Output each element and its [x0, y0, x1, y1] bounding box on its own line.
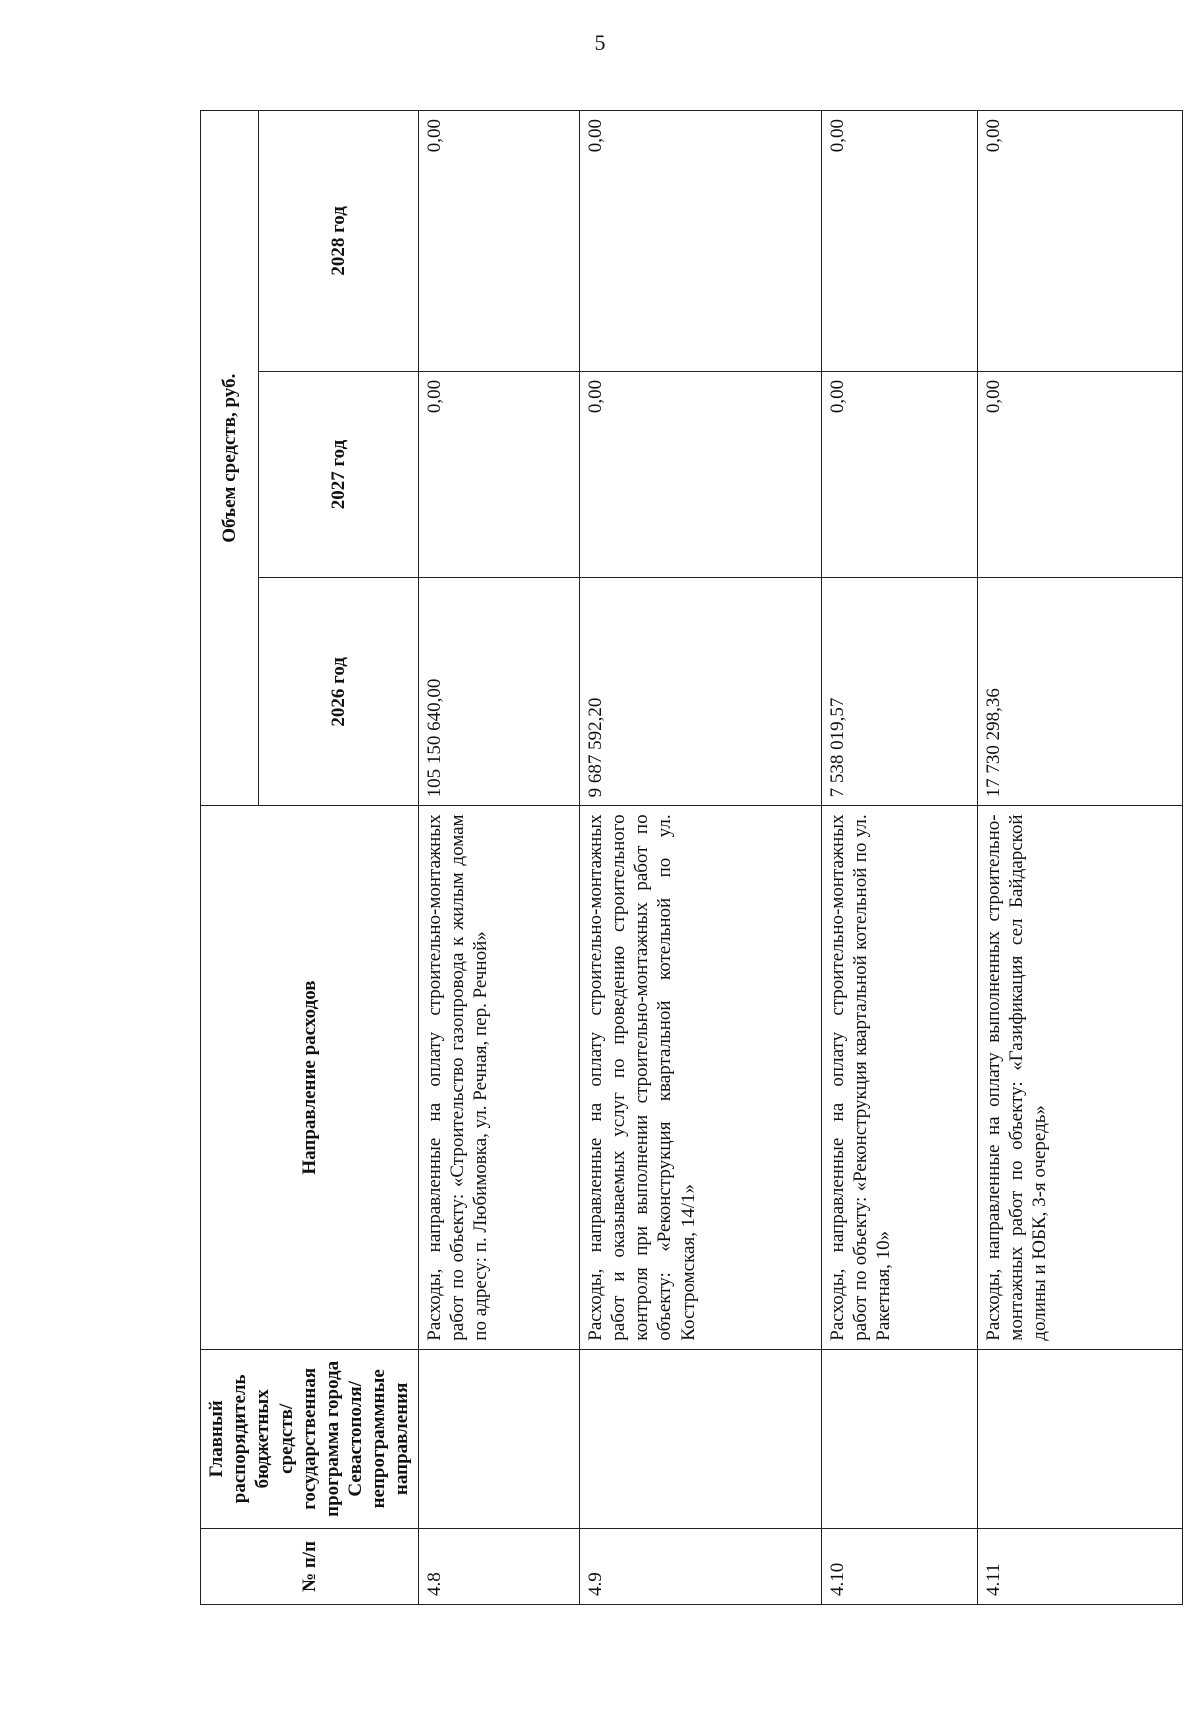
row-num: 4.10: [822, 1528, 978, 1604]
row-direction: Расходы, направленные на оплату строительно-монтажных работ и оказываемых услуг по проведению строительного контроля при выполнении строительно-монтажных работ по объекту: «Реконструкция квартальной котельной по ул. Костромская, 14/1»: [579, 806, 821, 1349]
table-row: [579, 111, 821, 1605]
header-num: № п/п: [201, 1528, 419, 1604]
header-direction: Направление расходов: [201, 806, 419, 1349]
row-direction: Расходы, направленные на оплату строительно-монтажных работ по объекту: «Строительство газопровода к жилым домам по адресу: п. Любимовка, ул. Речная, пер. Речной»: [418, 806, 579, 1349]
table-row: [418, 111, 579, 1605]
table-row: [822, 111, 978, 1605]
header-year-2026: 2026 год: [259, 578, 419, 806]
row-2027: 0,00: [579, 371, 821, 577]
header-year-2028: 2028 год: [259, 111, 419, 372]
row-2026: 105 150 640,00: [418, 578, 579, 806]
row-2028: 0,00: [418, 111, 579, 372]
row-direction: Расходы, направленные на оплату выполненных строительно-монтажных работ по объекту: «Газификация сел Байдарской долины и ЮБК, 3-я очередь»: [978, 806, 1182, 1349]
header-year-2027: 2027 год: [259, 371, 419, 577]
row-num: 4.8: [418, 1528, 579, 1604]
row-2026: 7 538 019,57: [822, 578, 978, 806]
row-grbs: [822, 1349, 978, 1528]
row-2026: 9 687 592,20: [579, 578, 821, 806]
table-wrapper: [200, 110, 1115, 1605]
row-2028: 0,00: [579, 111, 821, 372]
page-number: 5: [594, 30, 606, 55]
row-grbs: [418, 1349, 579, 1528]
row-direction: Расходы, направленные на оплату строительно-монтажных работ по объекту: «Реконструкция квартальной котельной по ул. Ракетная, 10»: [822, 806, 978, 1349]
row-grbs: [579, 1349, 821, 1528]
row-grbs: [978, 1349, 1182, 1528]
row-2027: 0,00: [978, 371, 1182, 577]
budget-table: [200, 110, 1183, 1605]
header-volume: Объем средств, руб.: [201, 111, 259, 806]
rotated-table-frame: [200, 110, 1115, 1605]
header-grbs: Главный распорядитель бюджетных средств/государственная программа города Севастополя/непрограммные направления: [201, 1349, 419, 1528]
row-2027: 0,00: [418, 371, 579, 577]
row-num: 4.11: [978, 1528, 1182, 1604]
row-2028: 0,00: [822, 111, 978, 372]
row-2026: 17 730 298,36: [978, 578, 1182, 806]
table-row: [978, 111, 1182, 1605]
row-2028: 0,00: [978, 111, 1182, 372]
row-num: 4.9: [579, 1528, 821, 1604]
row-2027: 0,00: [822, 371, 978, 577]
